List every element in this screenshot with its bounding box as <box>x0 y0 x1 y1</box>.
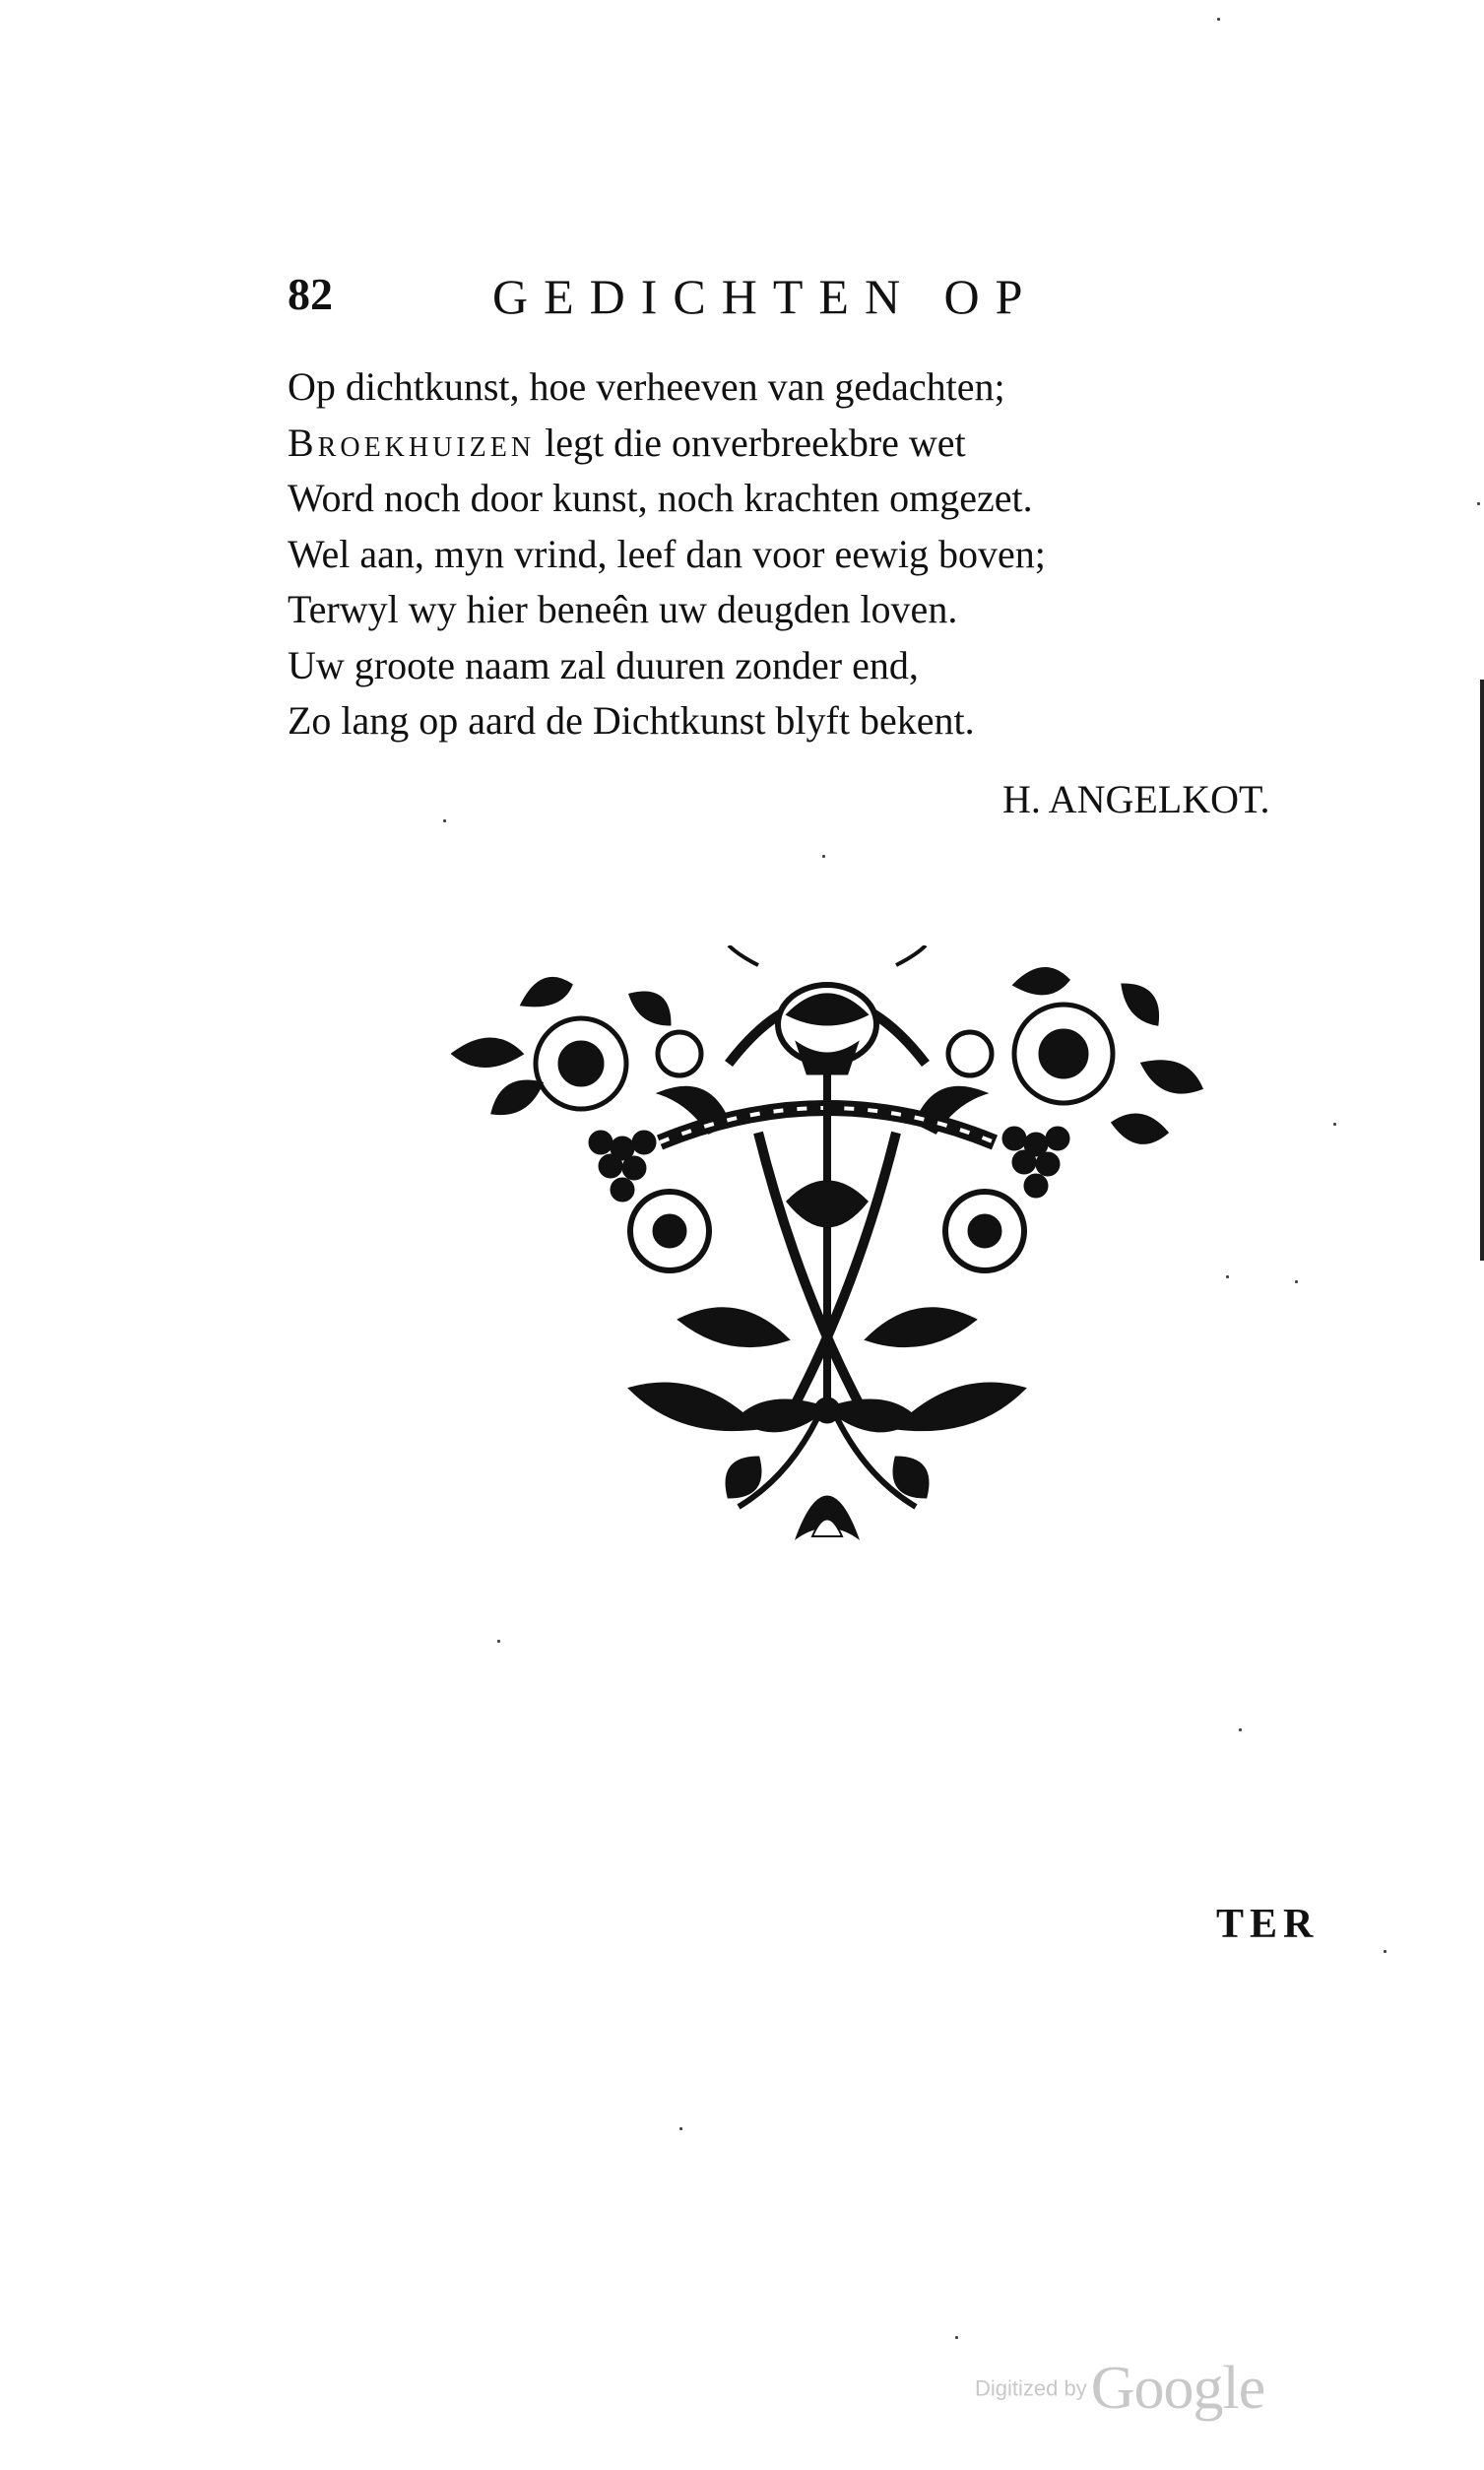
verse-line-6: Uw groote naam zal duuren zonder end, <box>288 642 919 687</box>
scan-speck <box>1226 1275 1229 1278</box>
running-head <box>288 268 1174 327</box>
right-bouquet <box>916 969 1201 1197</box>
central-flower <box>729 945 926 1073</box>
verse-line-2 <box>288 416 1233 472</box>
digitization-watermark <box>975 2354 1264 2424</box>
scan-speck <box>1295 1280 1298 1283</box>
scan-speck <box>1217 18 1220 21</box>
watermark-prefix: Digitized by <box>975 2375 1087 2401</box>
verse-line-1: Op dichtkunst, hoe verheeven van gedachten; <box>288 364 1005 409</box>
scan-speck <box>1333 1123 1336 1126</box>
scan-speck <box>443 819 446 822</box>
scan-speck <box>1477 502 1480 505</box>
page-edge-shadow <box>1480 680 1484 1261</box>
verse-line-3: Word noch door kunst, noch krachten omgezet. <box>288 476 1033 520</box>
scan-speck <box>497 1640 500 1643</box>
running-title: GEDICHTEN OP <box>492 269 1039 324</box>
left-bouquet <box>453 978 729 1201</box>
page-number: 82 <box>288 269 333 319</box>
author-signature: H. ANGELKOT. <box>1002 777 1270 821</box>
name-broekhuizen: Broekhuizen <box>288 420 536 465</box>
verse-line-5: Terwyl wy hier beneên uw deugden loven. <box>288 587 958 631</box>
catchword: TER <box>1216 1902 1320 1947</box>
verse-line-2-text: legt die onverbreekbre wet <box>545 420 966 465</box>
scan-speck <box>822 855 825 858</box>
verse-line-7: Zo lang op aard de Dichtkunst blyft bekent. <box>288 698 975 743</box>
scan-speck <box>1239 1728 1242 1731</box>
scan-speck <box>679 2127 682 2130</box>
poem-body <box>288 359 1233 749</box>
verse-line-4: Wel aan, myn vrind, leef dan voor eewig boven; <box>288 531 1046 576</box>
watermark-brand: Google <box>1090 2355 1265 2422</box>
scan-speck <box>955 2336 958 2339</box>
scan-speck <box>1384 1950 1387 1953</box>
floral-vignette-icon <box>433 945 1221 1576</box>
